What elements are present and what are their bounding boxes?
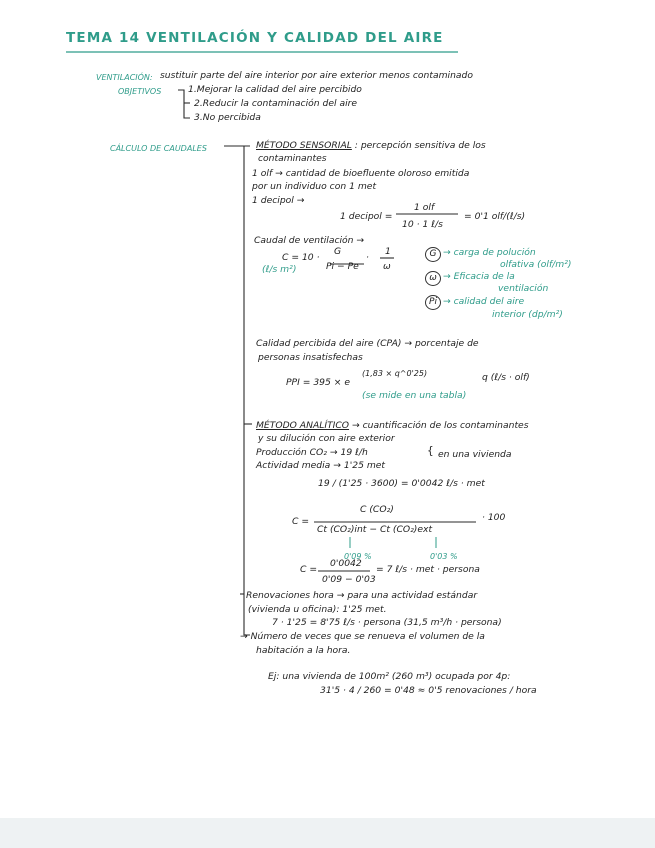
ppi-exponent: (1,83 × q^0'25) bbox=[362, 369, 428, 378]
objetivos-bracket bbox=[178, 90, 190, 118]
caudal-frac-den: ω bbox=[383, 261, 391, 272]
example-line2: 31'5 · 4 / 260 = 0'48 ≈ 0'5 renovaciones / hora bbox=[320, 685, 537, 696]
objetivo-1: 1.Mejorar la calidad del aire percibido bbox=[188, 84, 362, 95]
c2-rhs: = 7 ℓ/s · met · persona bbox=[376, 564, 480, 575]
symbol-omega-circle: ω bbox=[425, 271, 441, 286]
pct-int: 0'09 % bbox=[344, 552, 372, 561]
actividad-media: Actividad media → 1'25 met bbox=[256, 460, 386, 471]
analitico-title-rest: → cuantificación de los contaminantes bbox=[351, 420, 529, 431]
decipol-rhs: = 0'1 olf/(ℓ/s) bbox=[464, 211, 526, 222]
legend-pi-text2: interior (dp/m²) bbox=[492, 309, 563, 320]
cpa-line1: Calidad percibida del aire (CPA) → porcentaje de bbox=[256, 338, 479, 349]
caudal-units: (ℓ/s m²) bbox=[262, 264, 297, 275]
pct-ext: 0'03 % bbox=[430, 552, 458, 561]
c2-lhs: C = bbox=[300, 564, 318, 575]
olf-definition: 1 olf → cantidad de bioefluente oloroso emitida bbox=[252, 168, 470, 179]
decipol-lhs: 1 decipol = bbox=[340, 211, 393, 222]
sensorial-title-rest: : percepción sensitiva de los bbox=[354, 140, 486, 151]
caudal-frac-num: 1 bbox=[385, 246, 391, 257]
renovaciones-line1: Renovaciones hora → para una actividad estándar bbox=[246, 590, 478, 601]
legend-pi-text: → calidad del aire bbox=[443, 296, 525, 307]
analitico-title: MÉTODO ANALÍTICO bbox=[256, 420, 350, 431]
c-formula-lhs: C = bbox=[292, 516, 310, 527]
legend-g-text: → carga de polución bbox=[443, 247, 536, 258]
caudales-label: CÁLCULO DE CAUDALES bbox=[110, 144, 207, 153]
ppi-unit: q (ℓ/s · olf) bbox=[482, 372, 530, 383]
ppi-note: (se mide en una tabla) bbox=[362, 390, 467, 401]
legend-g-text2: olfativa (olf/m²) bbox=[500, 259, 572, 270]
decipol-numerator: 1 olf bbox=[414, 202, 435, 213]
c-formula-den: Ct (CO₂)int − Ct (CO₂)ext bbox=[317, 524, 433, 535]
brace-note: en una vivienda bbox=[438, 449, 512, 460]
page-title: TEMA 14 VENTILACIÓN Y CALIDAD DEL AIRE bbox=[66, 30, 444, 46]
caudal-c: C = 10 · bbox=[282, 252, 320, 263]
renovaciones-line3: 7 · 1'25 = 8'75 ℓ/s · persona (31,5 m³/h · persona) bbox=[272, 617, 502, 628]
symbol-pi-circle: Pi bbox=[425, 295, 441, 310]
produccion-co2: Producción CO₂ → 19 ℓ/h bbox=[256, 447, 368, 458]
brace: { bbox=[427, 445, 434, 457]
renovaciones-line4: → Número de veces que se renueva el volumen de la bbox=[240, 631, 485, 642]
symbol-g-circle: G bbox=[425, 247, 441, 262]
sensorial-title: MÉTODO SENSORIAL bbox=[256, 140, 352, 151]
decipol-label: 1 decipol → bbox=[252, 195, 305, 206]
cpa-line2: personas insatisfechas bbox=[258, 352, 363, 363]
ventilacion-label: VENTILACIÓN: bbox=[96, 73, 153, 82]
ventilacion-definition: sustituir parte del aire interior por aire exterior menos contaminado bbox=[160, 70, 473, 81]
c-formula-num: C (CO₂) bbox=[360, 504, 394, 515]
co2-calc: 19 / (1'25 · 3600) = 0'0042 ℓ/s · met bbox=[318, 478, 485, 489]
ppi-lhs: PPI = 395 × e bbox=[286, 377, 351, 388]
legend-omega-text: → Eficacia de la bbox=[443, 271, 515, 282]
objetivos-label: OBJETIVOS bbox=[118, 87, 162, 96]
decipol-denominator: 10 · 1 ℓ/s bbox=[402, 219, 443, 230]
legend-omega-text2: ventilación bbox=[498, 283, 549, 294]
caudal-denominator: Pi − Pe bbox=[326, 261, 359, 272]
objetivo-3: 3.No percibida bbox=[194, 112, 261, 123]
c2-den: 0'09 − 0'03 bbox=[322, 574, 376, 585]
caudal-label: Caudal de ventilación → bbox=[254, 235, 365, 246]
caudal-numerator: G bbox=[334, 246, 342, 257]
c-formula-rhs: · 100 bbox=[482, 512, 506, 523]
example-line1: Ej: una vivienda de 100m² (260 m³) ocupada por 4p: bbox=[268, 671, 511, 682]
renovaciones-line2: (vivienda u oficina): 1'25 met. bbox=[248, 604, 387, 615]
sensorial-heading-line2: contaminantes bbox=[258, 153, 327, 164]
olf-definition-2: por un individuo con 1 met bbox=[252, 181, 377, 192]
objetivo-2: 2.Reducir la contaminación del aire bbox=[194, 98, 358, 109]
caudal-dot: · bbox=[366, 252, 369, 263]
analitico-line2: y su dilución con aire exterior bbox=[258, 433, 395, 444]
c2-num: 0'0042 bbox=[330, 558, 362, 569]
renovaciones-line5: habitación a la hora. bbox=[256, 645, 351, 656]
caudales-trunk bbox=[244, 146, 250, 635]
